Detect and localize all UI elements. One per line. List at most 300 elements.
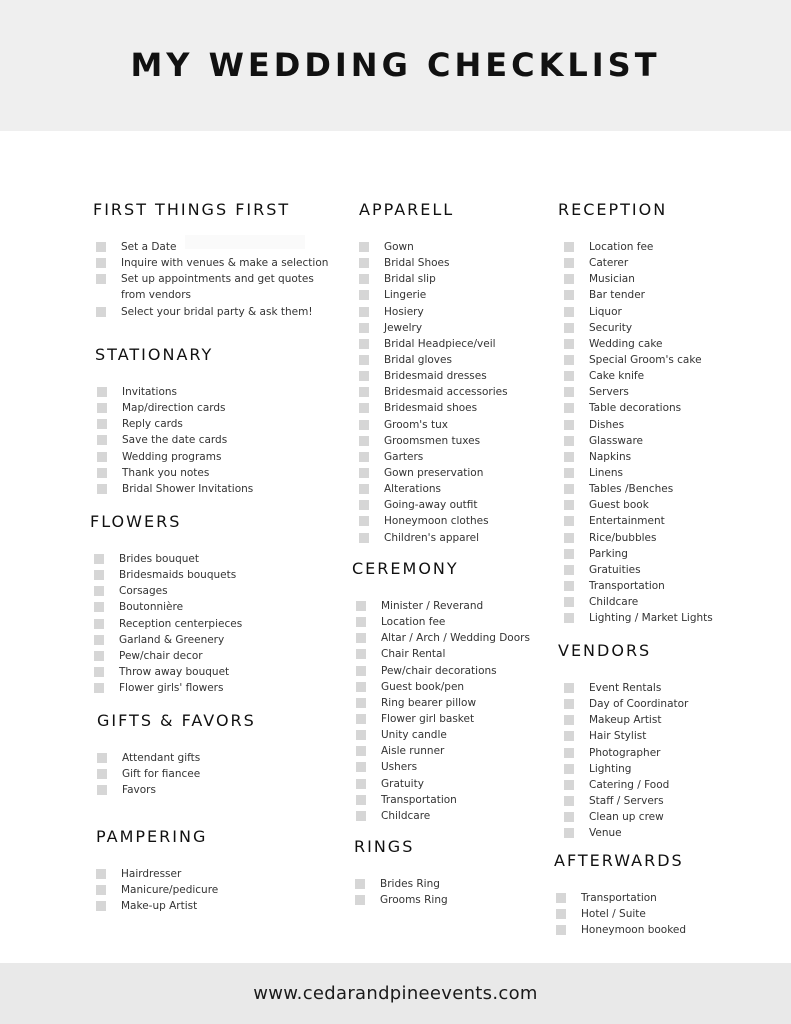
item-label: from vendors xyxy=(121,289,191,302)
item-label: Honeymoon booked xyxy=(581,924,687,937)
item-label: Garters xyxy=(384,450,424,463)
checkbox[interactable] xyxy=(97,468,107,478)
checkbox[interactable] xyxy=(556,925,566,935)
checkbox[interactable] xyxy=(97,785,107,795)
item-label: Reception centerpieces xyxy=(119,617,243,630)
checklist xyxy=(359,239,508,546)
checkbox[interactable] xyxy=(359,468,369,478)
checkbox[interactable] xyxy=(94,554,104,564)
item-label: Servers xyxy=(589,386,629,399)
checklist-item xyxy=(564,384,667,400)
checklist-item xyxy=(564,825,651,841)
checklist-item xyxy=(356,711,475,727)
checklist-item xyxy=(359,320,454,336)
checkbox[interactable] xyxy=(564,420,574,430)
checklist-item xyxy=(564,304,667,320)
checklist-item xyxy=(355,892,448,908)
checklist-item xyxy=(356,614,459,630)
item-label: Makeup Artist xyxy=(589,714,662,727)
checkbox[interactable] xyxy=(564,468,574,478)
checklist-item xyxy=(356,630,530,646)
checklist-item xyxy=(94,567,237,583)
checklist-item xyxy=(356,743,459,759)
checkbox[interactable] xyxy=(94,602,104,612)
checkbox[interactable] xyxy=(94,683,104,693)
checklist-item xyxy=(359,400,478,416)
checklist-item xyxy=(97,766,256,782)
checklist xyxy=(97,750,256,798)
item-label: Throw away bouquet xyxy=(119,665,230,678)
checklist xyxy=(564,239,713,626)
checklist-item xyxy=(97,782,256,798)
item-label: Corsages xyxy=(119,585,168,598)
checklist-item xyxy=(359,352,454,368)
item-label: Gratuity xyxy=(381,777,424,790)
item-label: Jewelry xyxy=(384,321,423,334)
checkbox[interactable] xyxy=(96,901,106,911)
checkbox[interactable] xyxy=(564,307,574,317)
item-label: Photographer xyxy=(589,746,661,759)
checklist-item xyxy=(564,610,713,626)
checklist-item xyxy=(359,384,508,400)
checkbox[interactable] xyxy=(359,387,369,397)
checklist-item xyxy=(564,320,667,336)
item-label: Boutonnière xyxy=(119,601,184,614)
checklist-item xyxy=(564,287,667,303)
checklist xyxy=(556,890,687,938)
item-label: Reply cards xyxy=(122,418,183,431)
checklist-item xyxy=(564,578,667,594)
checklist-item xyxy=(356,776,459,792)
checkbox[interactable] xyxy=(564,796,574,806)
item-label: Flower girls' flowers xyxy=(119,682,224,695)
checklist-item xyxy=(359,287,454,303)
item-label: Ring bearer pillow xyxy=(381,696,477,709)
item-label: Bridal slip xyxy=(384,273,436,286)
section-gifts-favors xyxy=(97,711,256,798)
checkbox[interactable] xyxy=(556,909,566,919)
checkbox[interactable] xyxy=(355,895,365,905)
checklist-item xyxy=(359,513,489,529)
item-label: Wedding cake xyxy=(589,337,663,350)
checkbox[interactable] xyxy=(359,420,369,430)
checkbox[interactable] xyxy=(564,274,574,284)
checklist-item xyxy=(356,646,459,662)
checklist-item xyxy=(97,449,222,465)
item-label: Ushers xyxy=(381,761,418,774)
checklist-item xyxy=(94,583,181,599)
checklist-item xyxy=(359,465,484,481)
item-label: Parking xyxy=(589,547,628,560)
checklist xyxy=(356,598,530,824)
checklist-item xyxy=(356,679,465,695)
item-label: Lingerie xyxy=(384,289,427,302)
item-label: Childcare xyxy=(381,809,431,822)
section-flowers xyxy=(90,512,243,696)
checkbox[interactable] xyxy=(564,683,574,693)
checklist-item xyxy=(564,809,664,825)
item-label: Hair Stylist xyxy=(589,730,647,743)
checkbox[interactable] xyxy=(356,762,366,772)
checkbox[interactable] xyxy=(359,516,369,526)
checklist-item xyxy=(564,696,689,712)
section-title: PAMPERING xyxy=(96,827,208,846)
section-title: STATIONARY xyxy=(95,345,214,364)
checkbox[interactable] xyxy=(356,714,366,724)
item-label: Attendant gifts xyxy=(122,752,201,764)
checkbox[interactable] xyxy=(97,419,107,429)
item-label: Liquor xyxy=(589,305,622,318)
checkbox[interactable] xyxy=(359,484,369,494)
footer-url[interactable]: www.cedarandpineevents.com xyxy=(253,983,538,1004)
section-reception xyxy=(558,200,713,626)
section-rings xyxy=(354,837,448,908)
checklist-item xyxy=(97,416,213,432)
checkbox[interactable] xyxy=(356,666,366,676)
item-label: Aisle runner xyxy=(381,745,445,758)
checkbox[interactable] xyxy=(97,484,107,494)
checklist-item xyxy=(564,400,682,416)
checkbox[interactable] xyxy=(359,371,369,381)
checkbox[interactable] xyxy=(359,436,369,446)
checkbox[interactable] xyxy=(96,869,106,879)
item-label: Bridesmaid accessories xyxy=(384,386,508,399)
checkbox[interactable] xyxy=(564,387,574,397)
checklist-item xyxy=(94,680,224,696)
checklist-item xyxy=(94,599,184,615)
item-label: Bridal gloves xyxy=(384,353,452,366)
checkbox[interactable] xyxy=(564,533,574,543)
checklist-item xyxy=(359,336,496,352)
checkbox[interactable] xyxy=(359,533,369,543)
checklist-item xyxy=(94,648,203,664)
checklist-item xyxy=(564,777,670,793)
item-label: Transportation xyxy=(589,579,665,592)
item-label: Flower girl basket xyxy=(381,712,475,725)
checkbox[interactable] xyxy=(356,795,366,805)
checklist-item xyxy=(94,616,243,632)
item-label: Guest book xyxy=(589,499,649,512)
section-title: FLOWERS xyxy=(90,512,182,531)
checkbox[interactable] xyxy=(564,452,574,462)
checklist-item xyxy=(359,368,487,384)
checkbox[interactable] xyxy=(564,581,574,591)
checkbox[interactable] xyxy=(356,682,366,692)
item-label: Staff / Servers xyxy=(589,794,664,807)
checkbox[interactable] xyxy=(94,635,104,645)
checklist-item xyxy=(97,432,228,448)
checkbox[interactable] xyxy=(359,500,369,510)
checkbox[interactable] xyxy=(564,371,574,381)
checkbox[interactable] xyxy=(97,452,107,462)
item-label: Hotel / Suite xyxy=(581,908,646,921)
item-label: Groomsmen tuxes xyxy=(384,434,481,447)
item-label: Transportation xyxy=(381,793,457,806)
checkbox[interactable] xyxy=(356,811,366,821)
checkbox[interactable] xyxy=(359,403,369,413)
checklist-item xyxy=(94,664,230,680)
checkbox[interactable] xyxy=(564,613,574,623)
item-label: Entertainment xyxy=(589,515,665,528)
checkbox[interactable] xyxy=(564,597,574,607)
checkbox[interactable] xyxy=(94,586,104,596)
checklist-item xyxy=(564,680,662,696)
checklist-item xyxy=(97,384,213,400)
checkbox[interactable] xyxy=(564,780,574,790)
checklist-item xyxy=(94,551,200,567)
header-band xyxy=(0,0,791,131)
checkbox[interactable] xyxy=(97,403,107,413)
checklist-item xyxy=(564,530,667,546)
checkbox[interactable] xyxy=(564,699,574,709)
checkbox[interactable] xyxy=(564,764,574,774)
item-label: Linens xyxy=(589,466,624,479)
checklist-item xyxy=(564,712,662,728)
item-label: Gratuities xyxy=(589,563,641,576)
item-label: Gown preservation xyxy=(384,466,484,479)
item-label: Guest book/pen xyxy=(381,680,465,693)
checklist-item xyxy=(96,255,329,271)
checklist-item xyxy=(97,481,254,497)
checklist-item xyxy=(564,562,667,578)
checkbox[interactable] xyxy=(97,387,107,397)
item-label: Bridal Shower Invitations xyxy=(122,482,254,495)
checklist-item xyxy=(97,750,256,766)
checkbox[interactable] xyxy=(564,500,574,510)
item-label: Brides bouquet xyxy=(119,553,200,565)
item-label: Manicure/pedicure xyxy=(121,884,219,897)
checkbox[interactable] xyxy=(359,290,369,300)
checkbox[interactable] xyxy=(564,812,574,822)
checklist-item xyxy=(564,594,667,610)
item-label: Favors xyxy=(122,784,156,797)
checklist-item xyxy=(564,728,651,744)
checklist-item xyxy=(564,793,664,809)
checklist-item xyxy=(556,906,684,922)
checklist-item xyxy=(564,417,667,433)
section-title: CEREMONY xyxy=(352,559,459,578)
checklist-item xyxy=(359,449,454,465)
checkbox[interactable] xyxy=(96,258,106,268)
checklist-item xyxy=(564,546,667,562)
checklist-item xyxy=(96,882,219,898)
checkbox[interactable] xyxy=(564,828,574,838)
checklist-item xyxy=(96,866,207,882)
checkbox[interactable] xyxy=(356,779,366,789)
item-label: Gown xyxy=(384,241,414,253)
checkbox[interactable] xyxy=(356,601,366,611)
checkbox[interactable] xyxy=(94,651,104,661)
checklist-item xyxy=(356,759,459,775)
checkbox[interactable] xyxy=(359,355,369,365)
checklist-item xyxy=(356,663,497,679)
item-label: Musician xyxy=(589,273,635,286)
checklist-item xyxy=(94,632,225,648)
item-label: Rice/bubbles xyxy=(589,531,657,544)
checkbox[interactable] xyxy=(359,323,369,333)
checklist xyxy=(96,239,329,320)
checklist-item xyxy=(564,336,667,352)
item-label: Location fee xyxy=(381,616,446,629)
item-label: Bridal Headpiece/veil xyxy=(384,337,496,350)
checkbox[interactable] xyxy=(96,885,106,895)
checkbox[interactable] xyxy=(564,436,574,446)
section-title: APPARELL xyxy=(359,200,455,219)
checklist-item xyxy=(359,417,454,433)
checkbox[interactable] xyxy=(564,258,574,268)
checkbox[interactable] xyxy=(94,667,104,677)
checkbox[interactable] xyxy=(359,242,369,252)
checkbox[interactable] xyxy=(97,435,107,445)
checklist-item xyxy=(564,761,651,777)
checklist-item xyxy=(359,497,478,513)
item-label: Lighting / Market Lights xyxy=(589,612,713,625)
checkbox[interactable] xyxy=(564,715,574,725)
checklist-item xyxy=(359,304,454,320)
item-label: Security xyxy=(589,321,633,334)
checkbox[interactable] xyxy=(564,516,574,526)
checklist-item xyxy=(356,598,484,614)
checklist-item xyxy=(356,727,459,743)
checklist-item xyxy=(564,465,667,481)
item-label: Pew/chair decorations xyxy=(381,664,497,677)
section-apparell xyxy=(359,200,508,546)
item-label: Invitations xyxy=(122,386,178,398)
checklist-item xyxy=(564,352,702,368)
section-title: AFTERWARDS xyxy=(554,851,684,870)
checklist-item xyxy=(96,287,290,303)
checkbox[interactable] xyxy=(564,731,574,741)
checklist-item xyxy=(96,304,313,320)
item-label: Thank you notes xyxy=(122,466,210,479)
item-label: Transportation xyxy=(581,892,657,904)
checklist-item xyxy=(356,808,459,824)
item-label: Day of Coordinator xyxy=(589,698,689,711)
checklist-item xyxy=(556,890,684,906)
item-label: Altar / Arch / Wedding Doors xyxy=(381,632,530,645)
item-label: Set up appointments and get quotes xyxy=(121,273,314,286)
checkbox[interactable] xyxy=(356,617,366,627)
section-first-things-first xyxy=(93,200,329,320)
checkbox[interactable] xyxy=(564,549,574,559)
checklist-item xyxy=(97,400,226,416)
item-label: Cake knife xyxy=(589,370,645,383)
section-title: FIRST THINGS FIRST xyxy=(93,200,291,219)
checkbox[interactable] xyxy=(556,893,566,903)
checklist-item xyxy=(556,922,687,938)
item-label: Make-up Artist xyxy=(121,900,198,913)
checkbox[interactable] xyxy=(97,753,107,763)
item-label: Hosiery xyxy=(384,305,424,318)
item-label: Bridesmaid dresses xyxy=(384,370,487,383)
item-label: Children's apparel xyxy=(384,531,480,544)
checklist-item xyxy=(564,271,667,287)
checkbox[interactable] xyxy=(356,730,366,740)
checkbox[interactable] xyxy=(96,274,106,284)
item-label: Childcare xyxy=(589,596,639,609)
item-label: Table decorations xyxy=(589,402,682,415)
section-vendors xyxy=(558,641,689,841)
checklist xyxy=(355,876,448,908)
item-label: Grooms Ring xyxy=(380,894,448,907)
checklist-item xyxy=(356,792,459,808)
checkbox[interactable] xyxy=(564,403,574,413)
section-stationary xyxy=(95,345,254,497)
page-title: MY WEDDING CHECKLIST xyxy=(130,46,661,84)
item-label: Bridesmaid shoes xyxy=(384,402,478,415)
checkbox[interactable] xyxy=(355,879,365,889)
item-label: Caterer xyxy=(589,257,629,270)
checkbox[interactable] xyxy=(356,649,366,659)
checkbox[interactable] xyxy=(564,484,574,494)
item-label: Venue xyxy=(589,827,622,840)
checklist-item xyxy=(564,433,667,449)
checklist-item xyxy=(355,876,440,892)
checklist xyxy=(94,551,243,696)
item-label: Bar tender xyxy=(589,289,645,302)
item-label: Pew/chair decor xyxy=(119,649,203,662)
checklist-item xyxy=(356,695,477,711)
checklist-item xyxy=(564,481,674,497)
item-label: Tables /Benches xyxy=(589,483,674,496)
checklist-item xyxy=(564,449,667,465)
checkbox[interactable] xyxy=(356,633,366,643)
checklist-item xyxy=(564,497,667,513)
checklist-item xyxy=(359,481,454,497)
checklist-item xyxy=(96,271,314,287)
item-label: Select your bridal party & ask them! xyxy=(121,305,313,318)
checkbox[interactable] xyxy=(359,339,369,349)
item-label: Save the date cards xyxy=(122,434,228,447)
checklist-item xyxy=(564,745,661,761)
checkbox[interactable] xyxy=(564,323,574,333)
checklist-item xyxy=(97,465,213,481)
checkbox[interactable] xyxy=(564,355,574,365)
item-label: Napkins xyxy=(589,450,632,463)
checkbox[interactable] xyxy=(97,769,107,779)
checkbox[interactable] xyxy=(564,290,574,300)
item-label: Inquire with venues & make a selection xyxy=(121,257,329,270)
checklist-item xyxy=(96,898,207,914)
item-label: Chair Rental xyxy=(381,648,446,661)
checklist-item xyxy=(359,530,480,546)
checklist-item xyxy=(359,239,454,255)
section-title: RINGS xyxy=(354,837,415,856)
checkbox[interactable] xyxy=(359,307,369,317)
checkbox[interactable] xyxy=(359,274,369,284)
checkbox[interactable] xyxy=(356,746,366,756)
checklist-item xyxy=(564,513,667,529)
item-label: Groom's tux xyxy=(384,418,448,431)
footer-band xyxy=(0,963,791,1024)
checkbox[interactable] xyxy=(96,242,106,252)
checkbox[interactable] xyxy=(94,619,104,629)
item-label: Location fee xyxy=(589,241,654,253)
checkbox[interactable] xyxy=(564,748,574,758)
checkbox[interactable] xyxy=(564,242,574,252)
item-label: Clean up crew xyxy=(589,811,664,824)
checkbox[interactable] xyxy=(94,570,104,580)
section-afterwards xyxy=(554,851,687,938)
item-label: Special Groom's cake xyxy=(589,353,702,366)
checkbox[interactable] xyxy=(564,565,574,575)
checkbox[interactable] xyxy=(359,452,369,462)
section-title: RECEPTION xyxy=(558,200,668,219)
checkbox[interactable] xyxy=(564,339,574,349)
checkbox[interactable] xyxy=(96,307,106,317)
checkbox[interactable] xyxy=(356,698,366,708)
checkbox[interactable] xyxy=(359,258,369,268)
